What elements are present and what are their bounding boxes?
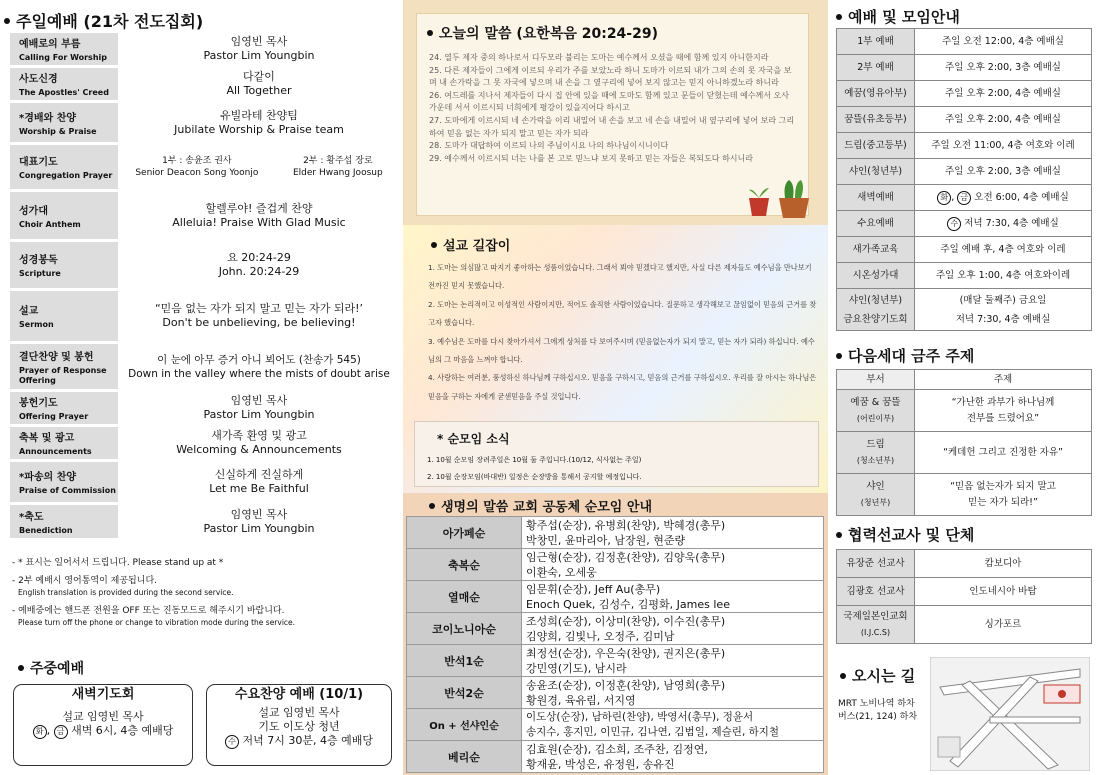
order-label-en: Worship & Praise [19, 126, 97, 136]
dawn-time: 새벽 6시, 4층 예배당 [71, 724, 174, 737]
order-label-ko: 축복 및 광고 [19, 433, 75, 444]
sermon-points [428, 259, 820, 406]
prayer-1st-en: Senior Deacon Song Yoonjo [135, 168, 259, 178]
verse-25: 25. 다른 제자들이 그에게 이르되 우리가 주를 보았노라 하니 도마가 이르되 내가 그의 손의 못 자국을 보며 내 손가락을 그 못 자국에 넣으며 내 손을 그 옆구리에 넣어 보지 않고는 믿지 아니하겠노라 하니라 [429, 65, 792, 88]
order-label-en: Calling For Worship [19, 53, 107, 62]
table-header-row [837, 370, 1092, 390]
cell-group-leaders: 이도상(순장), 남하린(찬양), 박영서(총무), 정윤서 [526, 710, 754, 723]
potted-plant-icon [745, 176, 815, 220]
cell-group-members: 김양희, 김빛나, 오정주, 김미남 [526, 629, 675, 643]
table-row [407, 613, 824, 645]
order-line2: Let me Be Faithful [209, 482, 309, 495]
order-label-en: Congregation Prayer [19, 171, 113, 180]
cell-group-leaders: 임문휘(순장), Jeff Au(총무) [526, 582, 661, 596]
order-line2: Welcoming & Announcements [176, 443, 342, 456]
schedule-name: 수요예배 [837, 211, 915, 237]
wednesday-worship-title: 수요찬양 예배 (10/1) [234, 687, 364, 702]
schedule-name: 1부 예배 [837, 29, 915, 55]
order-label-en: Offering Prayer [19, 412, 89, 421]
theme-line1: “믿음 없는자가 되지 말고 [950, 481, 1056, 492]
sermon-point: 1. 도마는 의심많고 따지기 좋아하는 성품이었습니다. 그래서 뵈야 믿겠다고 했지만, 사실 다른 제자들도 예수님을 만나보기 전까진 믿지 못했습니다. [428, 263, 812, 291]
order-label-ko: 성가대 [19, 205, 48, 217]
directions-mrt: MRT 노비나역 하차 [838, 699, 915, 709]
cell-group-members: 이환숙, 오세웅 [526, 565, 597, 579]
order-line2: Pastor Lim Youngbin [203, 49, 315, 62]
dawn-prayer-box: 새벽기도회 설교 임영빈 목사 화 , 금 새벽 6시, 4층 예배당 [13, 684, 193, 766]
friday-icon: 금 [957, 191, 971, 205]
wednesday-worship-box [206, 684, 392, 766]
cell-group-leaders: 황주섭(순장), 유병희(찬양), 박혜경(총무) [526, 518, 726, 532]
table-row [837, 474, 1092, 516]
order-row [10, 192, 400, 239]
order-row [10, 505, 400, 538]
tuesday-icon: 화 [937, 191, 951, 205]
schedule-time: 주일 오후 2:00, 4층 예배실 [915, 81, 1092, 107]
cell-group-name: 코이노니아순 [407, 613, 522, 645]
verse-28: 28. 도마가 대답하여 이르되 나의 주님이시요 나의 하나님이시니이다 [429, 141, 669, 151]
order-row [10, 103, 400, 142]
order-label-ko: 봉헌기도 [19, 398, 58, 409]
order-row [10, 145, 400, 189]
order-line2: Down in the valley where the mists of doubt arise [128, 367, 390, 380]
schedule-name: 새벽예배 [837, 185, 915, 211]
note-phone-en: Please turn off the phone or change to vibration mode during the service. [18, 618, 296, 627]
next-gen-table [836, 369, 1092, 516]
order-label-en: Choir Anthem [19, 219, 81, 229]
scripture-verses [429, 52, 799, 165]
schedule-time: 주일 오후 2:00, 3층 예배실 [915, 159, 1092, 185]
note-translation: - 2부 예배시 영어통역이 제공됩니다. [12, 576, 157, 586]
sermon-point: 2. 도마는 논리적이고 이성적인 사람이지만, 적어도 솔직한 사람이었습니다. 질문하고 생각해보고 끊임없이 믿음의 근거를 찾고자 했습니다. [428, 299, 817, 328]
cell-group-name: 아가페순 [407, 517, 522, 549]
cell-group-leaders: 송윤조(순장), 이정훈(찬양), 남영희(총무) [526, 678, 726, 692]
order-row [10, 242, 400, 288]
cell-group-name: On + 선샤인순 [407, 709, 522, 741]
bullet-icon [18, 665, 24, 671]
bullet-icon [836, 14, 842, 20]
order-line1: “믿음 없는 자가 되지 말고 믿는 자가 되라!’ [154, 302, 364, 315]
order-label-ko: 예배로의 부름 [19, 39, 81, 50]
order-label-en: Sermon [19, 320, 54, 329]
cell-group-leaders: 최정선(순장), 우은숙(찬양), 권지은(총무) [526, 646, 726, 660]
wednesday-icon: 수 [225, 735, 239, 749]
community-table [406, 516, 824, 773]
schedule-time: 저녁 7:30, 4층 예배실 [964, 217, 1059, 229]
bullet-icon [4, 18, 10, 24]
order-label-ko: 설교 [19, 306, 39, 317]
order-label-en: Announcements [19, 447, 92, 456]
bullet-icon [429, 503, 435, 509]
schedule-name: 2부 예배 [837, 55, 915, 81]
cell-group-name: 축복순 [407, 549, 522, 581]
theme-line1: “가난한 과부가 하나님께 [951, 397, 1055, 408]
cell-group-members: 황재윤, 박성은, 유정원, 송유진 [526, 757, 675, 771]
cell-news-1: 1. 10월 순모임 장려주일은 10월 둘 주입니다.(10/12, 식사없는 주일) [427, 456, 642, 464]
note-phone: - 예배중에는 핸드폰 전원을 OFF 또는 진동모드로 해주시기 바랍니다. [12, 606, 285, 616]
table-row [407, 645, 824, 677]
cell-group-members: 강민영(기도), 남시라 [526, 661, 627, 675]
theme-line2: 믿는 자가 되라!” [968, 497, 1038, 508]
schedule-time: 주일 예배 후, 4층 여호와 이레 [915, 237, 1092, 263]
note-stand: - * 표시는 일어서서 드립니다. Please stand up at * [12, 558, 224, 568]
table-row [407, 741, 824, 773]
table-row [837, 133, 1092, 159]
schedule-time: 주일 오후 2:00, 3층 예배실 [915, 55, 1092, 81]
friday-icon: 금 [54, 725, 68, 739]
schedule-name: 새가족교육 [837, 237, 915, 263]
schedule-title: 예배 및 모임안내 [836, 6, 960, 27]
order-label-ko: *파송의 찬양 [19, 472, 77, 483]
wednesday-prayer: 기도 이도상 청년 [258, 720, 340, 733]
order-line1: 임영빈 목사 [230, 35, 288, 48]
sermon-guide-panel [403, 225, 828, 493]
order-line2: Don't be unbelieving, be believing! [162, 316, 356, 329]
order-line2: Pastor Lim Youngbin [203, 521, 315, 535]
order-label-ko: 성경봉독 [19, 255, 58, 266]
cell-group-members: 송지수, 홍지민, 이민규, 김나연, 김범일, 제슬린, 하지철 [526, 725, 780, 738]
order-line2: John. 20:24-29 [218, 265, 300, 278]
schedule-name: 꿈뜰(유초등부) [837, 107, 915, 133]
schedule-name: 샤인(청년부) [837, 159, 915, 185]
table-row [407, 549, 824, 581]
mission-table [836, 549, 1092, 644]
bullet-icon [836, 532, 842, 538]
column-header: 주제 [915, 370, 1092, 390]
tuesday-icon: 화 [33, 725, 47, 739]
mission-title: 협력선교사 및 단체 [836, 524, 974, 545]
order-line1: 할렐루야! 즐겁게 찬양 [205, 201, 313, 215]
prayer-1st-ko: 1부 : 송윤조 권사 [162, 156, 232, 166]
prayer-2nd-ko: 2부 : 황주섭 장로 [303, 156, 373, 166]
order-label-en: Praise of Commission [19, 486, 116, 495]
table-row [837, 578, 1092, 606]
order-row [10, 33, 400, 65]
sermon-point: 3. 예수님은 도마를 다시 찾아가셔서 그에게 상처를 다 보여주시며 (믿음없는자가 되지 말고, 믿는 자가 되라) 하십니다. 예수님의 그 마음을 느껴야 합니다. [428, 336, 815, 365]
order-line2: Alleluia! Praise With Glad Music [172, 215, 346, 229]
directions-title: 오시는 길 [840, 665, 915, 686]
sermon-guide-title: 설교 길잡이 [431, 235, 510, 254]
order-row [10, 344, 400, 389]
missionary-name: 유장준 선교사 [837, 550, 915, 578]
table-row [837, 29, 1092, 55]
table-row [837, 159, 1092, 185]
schedule-name: 예꿈(영유아부) [837, 81, 915, 107]
order-label-ko: *축도 [19, 511, 44, 523]
order-row [10, 462, 400, 502]
verse-27: 27. 도마에게 이르시되 네 손가락을 이리 내밀어 내 손을 보고 네 손을 내밀어 내 옆구리에 넣어 보라 그리하여 믿음 없는 자가 되지 말고 믿는 자가 되라 [429, 115, 795, 138]
schedule-time: 주일 오전 11:00, 4층 여호와 이레 [915, 133, 1092, 159]
cell-group-members: Enoch Quek, 김성수, 김평화, James lee [526, 597, 730, 611]
order-line1: 요 20:24-29 [227, 251, 291, 264]
schedule-time: 오전 6:00, 4층 예배실 [974, 191, 1069, 203]
cell-group-leaders: 조성희(순장), 이상미(찬양), 이수진(총무) [526, 614, 726, 628]
sermon-point: 4. 사랑하는 여러분, 풍성하신 하나님께 구하십시오. 믿음을 구하시고, 믿음의 근거를 구하십시오. 우리를 잘 아시는 하나님은 믿음을 구하는 자에게 굳센믿음을 주실 것입니다. [428, 373, 817, 401]
dept-sub: (어린이부) [856, 414, 895, 423]
schedule-name: 금요찬양기도회 [843, 313, 908, 325]
order-label-ko: 대표기도 [19, 157, 58, 168]
order-label-en: Benediction [19, 525, 73, 535]
order-label-en: Scripture [19, 269, 61, 278]
schedule-name: 드림(중고등부) [837, 133, 915, 159]
schedule-time: 주일 오전 12:00, 4층 예배실 [915, 29, 1092, 55]
bullet-icon [840, 673, 846, 679]
todays-word-panel [403, 0, 828, 225]
dawn-prayer-title: 새벽기도회 [71, 687, 135, 702]
middle-column [403, 0, 828, 775]
mission-place: 인도네시아 바탐 [915, 578, 1092, 606]
missionary-name: 김광호 선교사 [837, 578, 915, 606]
cell-group-name: 열매순 [407, 581, 522, 613]
order-label-ko: *경배와 찬양 [19, 112, 77, 124]
mission-place: 싱가포르 [915, 606, 1092, 644]
dept-sub: (청소년부) [856, 456, 895, 465]
schedule-name: 샤인(청년부) [848, 294, 903, 306]
cell-news-2: 2. 10월 순장모임(바대반) 일정은 순장방을 통해서 공지할 예정입니다. [427, 473, 642, 481]
table-row [837, 432, 1092, 474]
prayer-2nd-en: Elder Hwang Joosup [292, 168, 383, 178]
bullet-icon [431, 242, 437, 248]
table-row [837, 55, 1092, 81]
community-title: 생명의 말씀 교회 공동체 순모임 안내 [429, 496, 652, 515]
cell-news-box [414, 421, 819, 487]
table-row [837, 289, 1092, 331]
right-column [832, 0, 1096, 775]
order-line2: Jubilate Worship & Praise team [174, 122, 344, 136]
order-row [10, 392, 400, 424]
location-map-icon[interactable] [930, 657, 1090, 771]
wednesday-icon: 수 [947, 217, 961, 231]
missionary-name: 국제일본인교회 [843, 611, 908, 622]
wednesday-preacher: 설교 임영빈 목사 [258, 706, 340, 719]
dept-name: 샤인 [866, 481, 885, 492]
order-line1: 신실하게 진실하게 [214, 468, 304, 481]
schedule-time: 주일 오후 2:00, 4층 예배실 [915, 107, 1092, 133]
dawn-preacher: 설교 임영빈 목사 [62, 710, 144, 723]
table-row [837, 107, 1092, 133]
order-label-en: Prayer of Response Offering [19, 365, 107, 385]
table-row [837, 81, 1092, 107]
cell-group-leaders: 임근형(순장), 김정훈(찬양), 김양욱(총무) [526, 550, 726, 564]
order-line2: Pastor Lim Youngbin [203, 408, 315, 421]
worship-order [10, 33, 400, 541]
order-line1: 임영빈 목사 [230, 507, 288, 521]
schedule-table [836, 28, 1092, 331]
table-row [407, 517, 824, 549]
order-line1: 다같이 [243, 70, 275, 83]
order-row [10, 427, 400, 459]
order-row [10, 291, 400, 341]
table-row [837, 390, 1092, 432]
schedule-time: 저녁 7:30, 4층 예배실 [955, 313, 1051, 325]
dept-sub: (청년부) [860, 498, 891, 507]
order-line2: All Together [226, 84, 292, 97]
table-row [407, 581, 824, 613]
bullet-icon [427, 30, 433, 36]
sunday-worship-title: 주일예배 (21차 전도집회) [4, 9, 203, 32]
cell-news-title: * 순모임 소식 [437, 432, 510, 446]
order-label-ko: 사도신경 [19, 74, 58, 85]
community-panel [403, 493, 828, 775]
next-gen-title: 다음세대 금주 주제 [836, 345, 974, 366]
order-label-en: The Apostles' Creed [19, 88, 109, 97]
order-line1: 이 눈에 아무 증거 아니 뵈어도 (찬송가 545) [157, 353, 361, 366]
schedule-time: (매달 둘째주) 금요일 [959, 294, 1047, 306]
table-row [837, 211, 1092, 237]
cell-group-members: 박창민, 윤마리아, 남장원, 현준량 [526, 533, 686, 547]
theme-line2: 전부를 드렸어요” [966, 413, 1040, 424]
left-column [0, 0, 400, 775]
directions-bus: 버스(21, 124) 하차 [838, 712, 918, 722]
weekday-worship-title: 주중예배 [18, 658, 84, 678]
cell-group-leaders: 김효원(순장), 김소희, 조주찬, 김정연, [526, 742, 708, 756]
order-line1: 유빌라테 찬양팀 [220, 108, 298, 122]
cell-group-name: 반석1순 [407, 645, 522, 677]
column-header: 부서 [837, 370, 915, 390]
order-line1: 임영빈 목사 [230, 394, 288, 407]
missionary-sub: (I.J.C.S) [860, 628, 891, 637]
table-row [837, 550, 1092, 578]
order-row [10, 68, 400, 100]
todays-word-title: 오늘의 말씀 (요한복음 20:24-29) [427, 23, 658, 43]
bullet-icon [836, 353, 842, 359]
table-row: 새벽예배 화 , 금 오전 6:00, 4층 예배실 [837, 185, 1092, 211]
table-row [837, 606, 1092, 644]
wednesday-time: 저녁 7시 30분, 4층 예배당 [242, 734, 373, 747]
worship-notes [12, 557, 397, 635]
verse-26: 26. 여드레를 지나서 제자들이 다시 집 안에 있을 때에 도마도 함께 있고 문들이 닫혔는데 예수께서 오사 가운데 서서 이르시되 너희에게 평강이 있을지어다 하시고 [429, 90, 789, 113]
dept-name: 드림 [866, 439, 885, 450]
mission-place: 캄보디아 [915, 550, 1092, 578]
verse-24: 24. 열두 제자 중의 하나로서 디두모라 불리는 도마는 예수께서 오셨을 때에 함께 있지 아니한지라 [429, 53, 769, 62]
table-row [837, 263, 1092, 289]
theme-line1: “케데헌 그리고 진정한 자유” [943, 447, 1063, 458]
cell-group-name: 베리순 [407, 741, 522, 773]
table-row [407, 709, 824, 741]
dept-name: 예꿈 & 꿈뜰 [850, 397, 901, 408]
schedule-name: 시온성가대 [837, 263, 915, 289]
note-translation-en: English translation is provided during the second service. [18, 588, 234, 597]
verse-29: 29. 예수께서 이르시되 너는 나를 본 고로 믿느냐 보지 못하고 믿는 자들은 복되도다 하시니라 [429, 153, 753, 163]
order-label-ko: 결단찬양 및 봉헌 [19, 351, 94, 363]
directions-text [838, 698, 917, 724]
table-row [837, 237, 1092, 263]
order-line1: 새가족 환영 및 광고 [211, 429, 307, 442]
cell-group-members: 황원경, 육유림, 서지영 [526, 693, 636, 707]
table-row [407, 677, 824, 709]
cell-group-name: 반석2순 [407, 677, 522, 709]
schedule-time: 주일 오후 1:00, 4층 여호와이레 [915, 263, 1092, 289]
